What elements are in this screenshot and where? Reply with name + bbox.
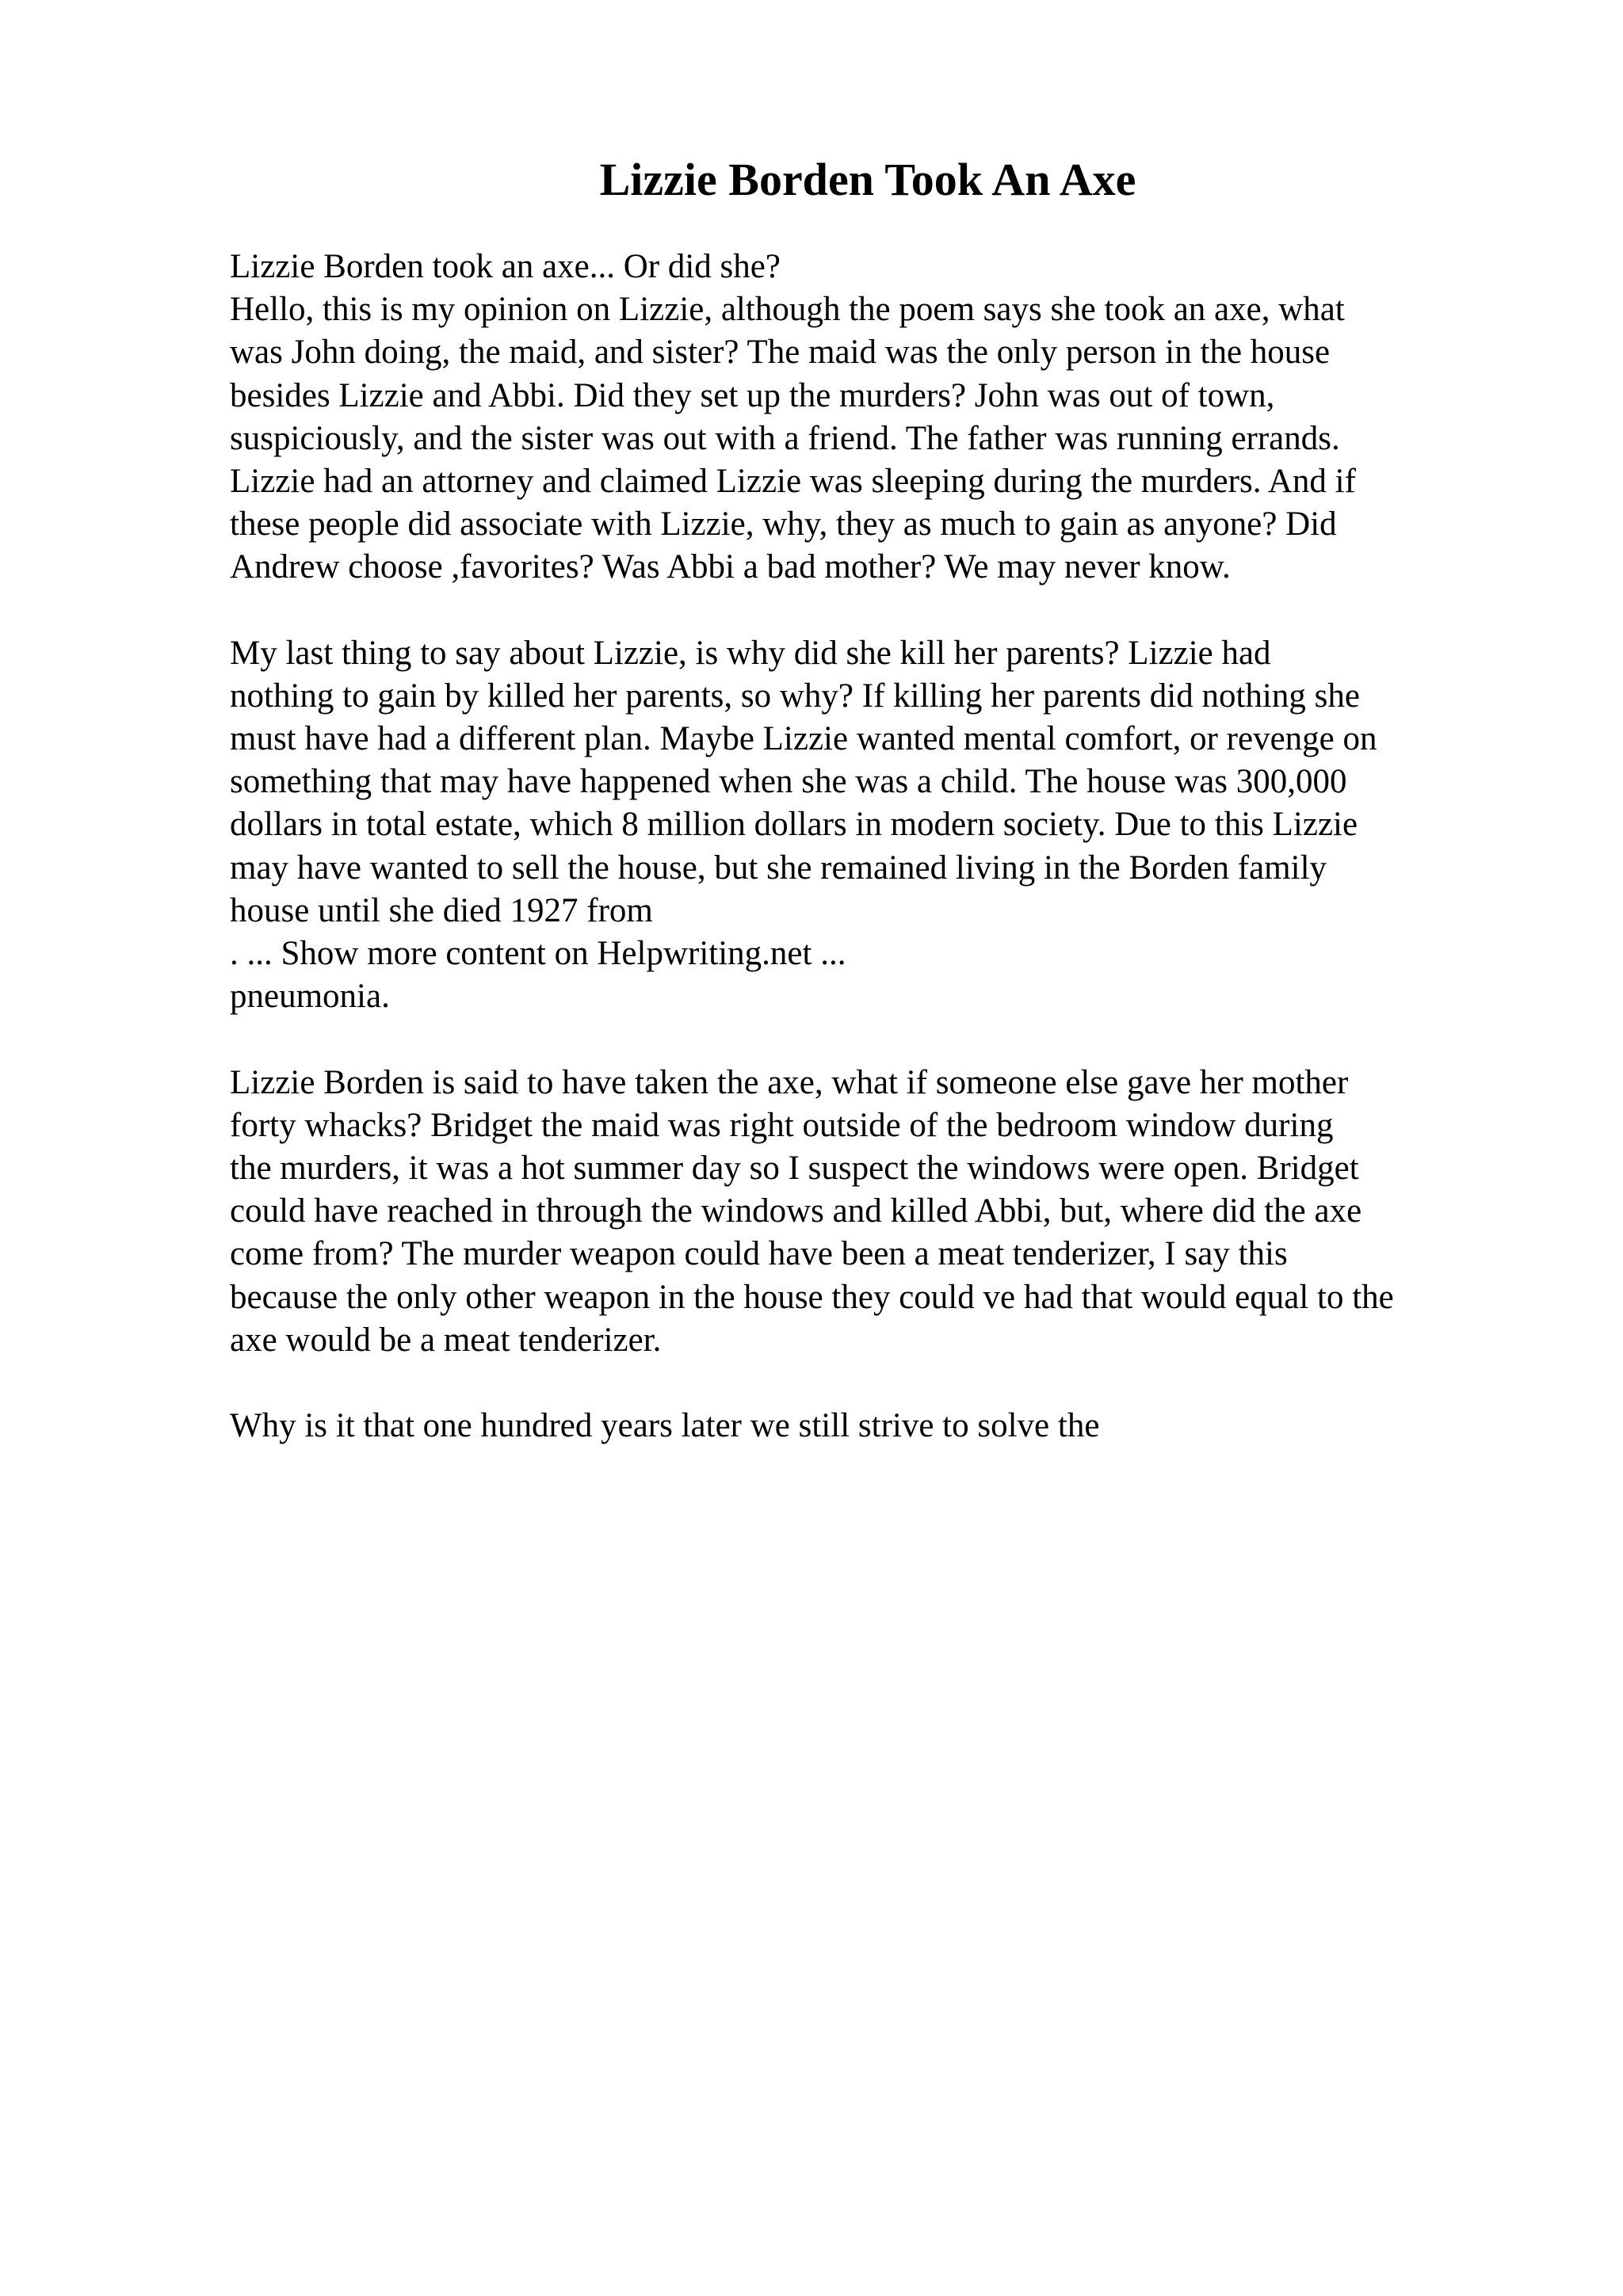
paragraph-spacer xyxy=(230,1018,1593,1061)
paragraph-4 xyxy=(230,1405,1593,1447)
paragraph-spacer xyxy=(230,589,1593,632)
show-more-notice: . ... Show more content on Helpwriting.net ... xyxy=(230,935,846,972)
text-line: Lizzie Borden is said to have taken the axe, what if someone else gave her mother xyxy=(230,1063,1349,1101)
text-line: suspiciously, and the sister was out with a friend. The father was running errands. xyxy=(230,419,1340,457)
text-line: Lizzie had an attorney and claimed Lizzie was sleeping during the murders. And if xyxy=(230,462,1356,500)
text-line: dollars in total estate, which 8 million dollars in modern society. Due to this Lizzie xyxy=(230,806,1358,844)
text-line: because the only other weapon in the house they could ve had that would equal to the xyxy=(230,1278,1394,1316)
text-line: My last thing to say about Lizzie, is why did she kill her parents? Lizzie had xyxy=(230,634,1271,672)
text-line: come from? The murder weapon could have been a meat tenderizer, I say this xyxy=(230,1235,1288,1273)
text-line: forty whacks? Bridget the maid was right outside of the bedroom window during xyxy=(230,1106,1334,1144)
text-line: these people did associate with Lizzie, why, they as much to gain as anyone? Did xyxy=(230,505,1337,543)
text-line: must have had a different plan. Maybe Lizzie wanted mental comfort, or revenge on xyxy=(230,720,1377,758)
paragraph-2 xyxy=(230,632,1593,1019)
text-line: axe would be a meat tenderizer. xyxy=(230,1321,662,1359)
text-line: Lizzie Borden took an axe... Or did she? xyxy=(230,248,781,285)
text-line: Why is it that one hundred years later we still strive to solve the xyxy=(230,1407,1100,1445)
document-body xyxy=(230,246,1593,1447)
text-line: besides Lizzie and Abbi. Did they set up the murders? John was out of town, xyxy=(230,376,1275,414)
paragraph-spacer xyxy=(230,1362,1593,1405)
text-line: pneumonia. xyxy=(230,978,390,1016)
text-line: Andrew choose ,favorites? Was Abbi a bad mother? We may never know. xyxy=(230,548,1231,586)
text-line: could have reached in through the windows and killed Abbi, but, where did the axe xyxy=(230,1192,1362,1230)
text-line: nothing to gain by killed her parents, so why? If killing her parents did nothing she xyxy=(230,677,1360,715)
paragraph-1 xyxy=(230,246,1593,589)
text-line: was John doing, the maid, and sister? The maid was the only person in the house xyxy=(230,334,1331,372)
paragraph-3 xyxy=(230,1062,1593,1362)
text-line: house until she died 1927 from xyxy=(230,891,653,929)
text-line: may have wanted to sell the house, but she remained living in the Borden family xyxy=(230,849,1327,887)
text-line: the murders, it was a hot summer day so I suspect the windows were open. Bridget xyxy=(230,1149,1359,1187)
text-line: Hello, this is my opinion on Lizzie, although the poem says she took an axe, what xyxy=(230,291,1345,329)
text-line: something that may have happened when she was a child. The house was 300,000 xyxy=(230,763,1347,801)
page-title: Lizzie Borden Took An Axe xyxy=(599,154,1136,205)
